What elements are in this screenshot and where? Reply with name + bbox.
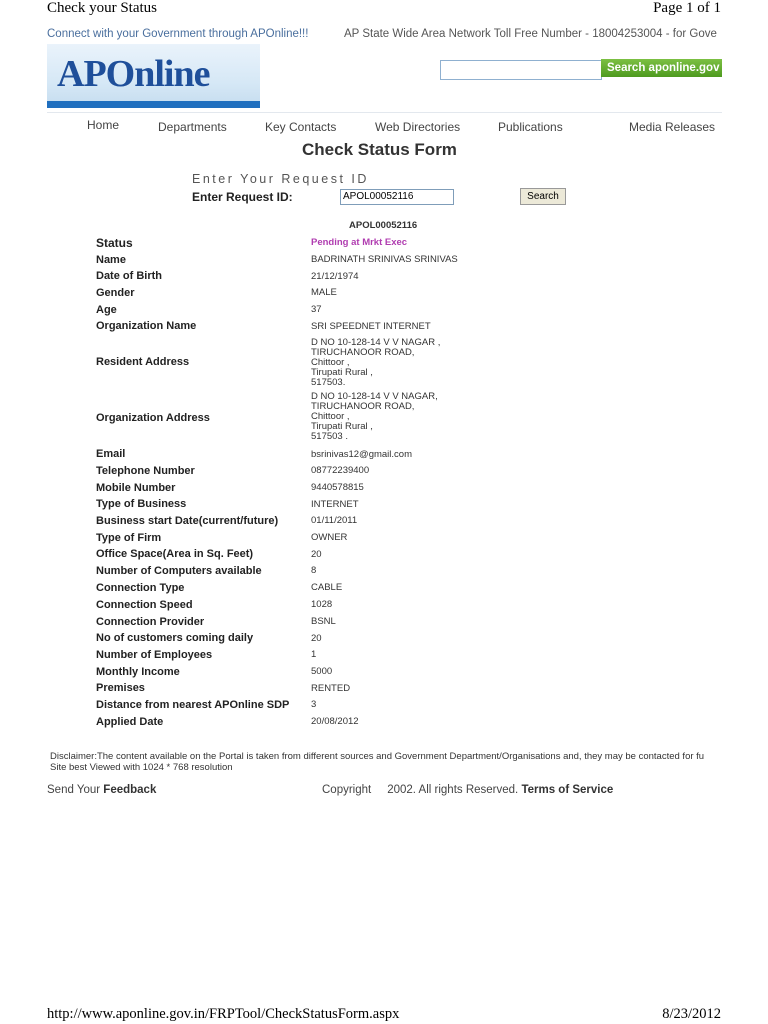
nav-home[interactable]: Home <box>87 118 120 132</box>
enter-request-heading: Enter Your Request ID <box>192 172 369 186</box>
field-label-connection-type: Connection Type <box>96 582 185 594</box>
logo-text: APOnline <box>57 53 210 95</box>
address-line: Tirupati Rural , <box>311 367 373 378</box>
logo-underline <box>47 101 260 108</box>
nav-departments[interactable]: Departments <box>158 120 227 134</box>
field-label-firm-type: Type of Firm <box>96 532 162 544</box>
copyright-line <box>322 784 613 796</box>
record-id-heading: APOL00052116 <box>349 220 418 231</box>
field-value-organization-address <box>311 392 438 442</box>
address-line: TIRUCHANOOR ROAD, <box>311 347 415 358</box>
field-label-gender: Gender <box>96 287 135 299</box>
request-search-button[interactable]: Search <box>520 188 566 205</box>
request-id-input[interactable]: APOL00052116 <box>340 189 454 205</box>
print-page-url: http://www.aponline.gov.in/FRPTool/CheckStatusForm.aspx <box>47 1006 400 1022</box>
field-label-employees: Number of Employees <box>96 649 213 661</box>
field-value-age: 37 <box>311 304 322 315</box>
nav-publications[interactable]: Publications <box>498 120 563 134</box>
field-value-business-start-date: 01/11/2011 <box>311 515 358 526</box>
address-line: 517503. <box>311 377 346 388</box>
field-value-premises: RENTED <box>311 683 351 694</box>
terms-of-service-link[interactable]: Terms of Service <box>521 784 614 796</box>
site-search-button[interactable]: Search aponline.gov <box>601 59 722 77</box>
field-label-business-start-date: Business start Date(current/future) <box>96 515 279 527</box>
field-value-connection-type: CABLE <box>311 582 343 593</box>
aponline-logo[interactable] <box>47 44 260 108</box>
toll-free-marquee: AP State Wide Area Network Toll Free Number - 18004253004 - for Gove <box>344 28 717 40</box>
field-value-dob: 21/12/1974 <box>311 271 359 282</box>
field-value-connection-speed: 1028 <box>311 599 333 610</box>
address-line: Chittoor , <box>311 357 350 368</box>
nav-web-directories[interactable]: Web Directories <box>375 120 461 134</box>
field-label-mobile: Mobile Number <box>96 482 176 494</box>
field-value-business-type: INTERNET <box>311 499 359 510</box>
field-value-distance-sdp: 3 <box>311 699 317 710</box>
field-label-connection-provider: Connection Provider <box>96 616 205 628</box>
address-line: D NO 10-128-14 V V NAGAR , <box>311 337 441 348</box>
request-id-label: Enter Request ID: <box>192 190 293 204</box>
field-label-customers-daily: No of customers coming daily <box>96 632 254 644</box>
field-value-organization-name: SRI SPEEDNET INTERNET <box>311 321 431 332</box>
field-value-firm-type: OWNER <box>311 532 348 543</box>
disclaimer-text <box>50 751 722 773</box>
print-page-title: Check your Status <box>47 0 157 16</box>
field-label-status: Status <box>96 236 133 250</box>
field-value-telephone: 08772239400 <box>311 465 370 476</box>
field-value-connection-provider: BSNL <box>311 616 336 627</box>
form-title: Check Status Form <box>302 140 457 159</box>
field-label-name: Name <box>96 254 126 266</box>
field-value-gender: MALE <box>311 287 337 298</box>
connect-tagline: Connect with your Government through APOnline!!! <box>47 28 309 40</box>
address-line: D NO 10-128-14 V V NAGAR, <box>311 391 438 402</box>
field-label-email: Email <box>96 448 126 460</box>
print-date: 8/23/2012 <box>662 1006 721 1022</box>
field-value-status: Pending at Mrkt Exec <box>311 237 408 248</box>
disclaimer-line: Disclaimer:The content available on the Portal is taken from different sources and Government Department/Organisations and, they may be contacted for fu <box>50 751 705 762</box>
field-label-premises: Premises <box>96 682 145 694</box>
field-value-monthly-income: 5000 <box>311 666 333 677</box>
field-value-name: BADRINATH SRINIVAS SRINIVAS <box>311 254 458 265</box>
feedback-link[interactable]: Feedback <box>103 784 157 796</box>
field-label-distance-sdp: Distance from nearest APOnline SDP <box>96 699 290 711</box>
field-value-office-space: 20 <box>311 549 322 560</box>
send-your-text: Send Your <box>47 784 101 796</box>
nav-divider <box>47 112 722 113</box>
field-label-dob: Date of Birth <box>96 270 162 282</box>
field-label-connection-speed: Connection Speed <box>96 599 193 611</box>
copyright-label: Copyright <box>322 784 372 796</box>
field-value-mobile: 9440578815 <box>311 482 364 493</box>
field-label-office-space: Office Space(Area in Sq. Feet) <box>96 548 254 560</box>
field-label-age: Age <box>96 304 117 316</box>
nav-media-releases[interactable]: Media Releases <box>629 120 716 134</box>
nav-key-contacts[interactable]: Key Contacts <box>265 120 337 134</box>
copyright-text: 2002. All rights Reserved. <box>387 784 519 796</box>
field-label-organization-name: Organization Name <box>96 320 197 332</box>
print-page-number: Page 1 of 1 <box>653 0 721 16</box>
field-label-resident-address: Resident Address <box>96 356 190 368</box>
field-value-customers-daily: 20 <box>311 633 322 644</box>
field-value-applied-date: 20/08/2012 <box>311 716 359 727</box>
field-label-computers: Number of Computers available <box>96 565 262 577</box>
field-value-employees: 1 <box>311 649 317 660</box>
field-value-email: bsrinivas12@gmail.com <box>311 449 412 460</box>
address-line: 517503 . <box>311 431 348 442</box>
address-line: Tirupati Rural , <box>311 421 373 432</box>
field-label-telephone: Telephone Number <box>96 465 195 477</box>
address-line: TIRUCHANOOR ROAD, <box>311 401 415 412</box>
address-line: Chittoor , <box>311 411 350 422</box>
resolution-note: Site best Viewed with 1024 * 768 resolution <box>50 762 233 773</box>
field-label-applied-date: Applied Date <box>96 716 164 728</box>
field-label-business-type: Type of Business <box>96 498 187 510</box>
feedback-line <box>47 784 156 796</box>
site-search-input[interactable] <box>440 60 602 80</box>
field-label-organization-address: Organization Address <box>96 412 210 424</box>
field-label-monthly-income: Monthly Income <box>96 666 180 678</box>
field-value-computers: 8 <box>311 565 317 576</box>
field-value-resident-address <box>311 338 440 388</box>
